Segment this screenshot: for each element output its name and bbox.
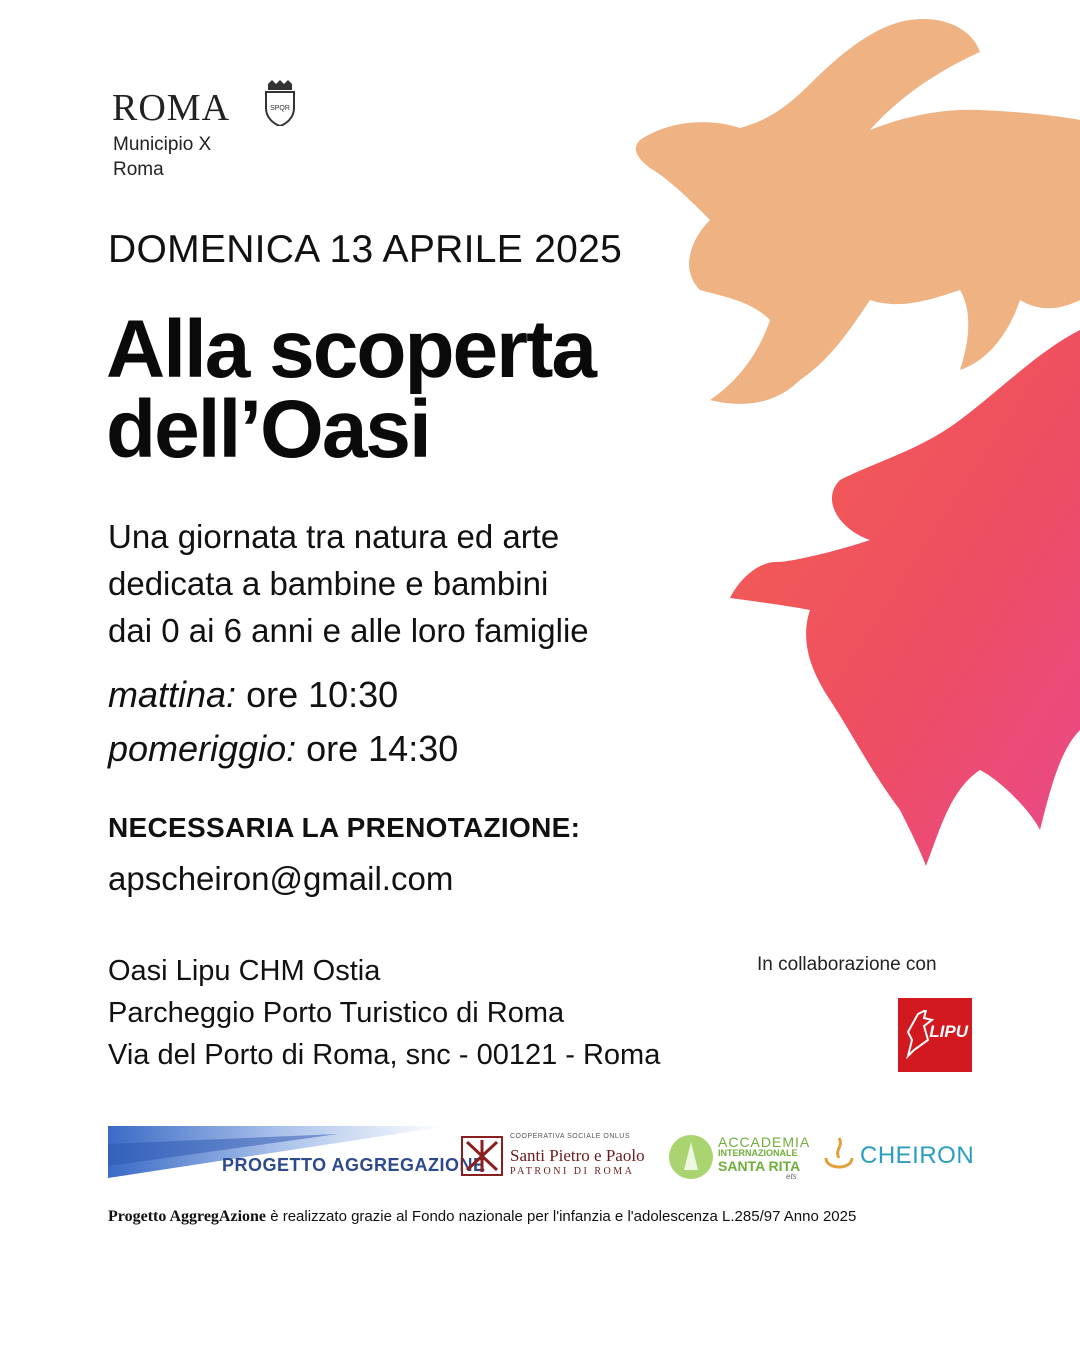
municipio-label — [113, 132, 211, 182]
roma-wordmark: ROMA — [112, 87, 231, 129]
footnote-text: è realizzato grazie al Fondo nazionale per l'infanzia e l'adolescenza L.285/97 Anno 2025 — [266, 1208, 857, 1225]
location-line-3: Via del Porto di Roma, snc - 00121 - Roma — [108, 1039, 661, 1071]
red-bird-illustration — [700, 310, 1080, 870]
aggregazione-text: PROGETTO AGGREGAZIONE — [222, 1155, 486, 1175]
funding-footnote — [108, 1208, 856, 1226]
accademia-ets: ets — [786, 1172, 797, 1181]
afternoon-time: ore 14:30 — [306, 728, 459, 769]
spp-name: Santi Pietro e Paolo — [510, 1146, 645, 1165]
cheiron-text: CHEIRON — [860, 1142, 975, 1169]
crest-text: SPQR — [270, 105, 290, 112]
municipio-name: Municipio X — [113, 134, 212, 155]
desc-line-2: dedicata a bambine e bambini — [108, 565, 549, 602]
spp-tagline: PATRONI DI ROMA — [510, 1166, 635, 1177]
event-location — [108, 950, 660, 1076]
title-line-2: dell’Oasi — [106, 384, 430, 475]
accademia-line-1: ACCADEMIA — [718, 1134, 811, 1150]
desc-line-1: Una giornata tra natura ed arte — [108, 518, 560, 555]
accademia-line-3: SANTA RITA — [718, 1158, 801, 1174]
booking-email-link[interactable]: apscheiron@gmail.com — [108, 860, 454, 897]
city-name: Roma — [113, 159, 164, 180]
spqr-crest-icon — [262, 80, 298, 126]
accademia-line-2: INTERNAZIONALE — [718, 1148, 798, 1158]
afternoon-label: pomeriggio: — [108, 728, 297, 769]
lipu-logo — [898, 998, 972, 1072]
title-line-1: Alla scoperta — [106, 304, 595, 395]
location-line-2: Parcheggio Porto Turistico di Roma — [108, 997, 565, 1029]
cheiron-flame-icon — [822, 1136, 856, 1176]
event-title — [106, 304, 595, 475]
afternoon-time-row — [108, 728, 458, 770]
footnote-project: Progetto AggregAzione — [108, 1208, 267, 1225]
event-date: DOMENICA 13 APRILE 2025 — [108, 228, 623, 271]
booking-label: NECESSARIA LA PRENOTAZIONE: — [108, 812, 581, 843]
location-line-1: Oasi Lipu CHM Ostia — [108, 955, 381, 987]
santi-pietro-paolo-mark-icon — [461, 1136, 503, 1176]
accademia-santa-rita-mark-icon — [668, 1134, 714, 1180]
morning-label: mattina: — [108, 674, 237, 715]
morning-time-row — [108, 674, 398, 716]
desc-line-3: dai 0 ai 6 anni e alle loro famiglie — [108, 612, 589, 649]
lipu-text: LIPU — [929, 1022, 968, 1041]
spp-subtitle-small: COOPERATIVA SOCIALE ONLUS — [510, 1133, 630, 1140]
event-description — [108, 513, 589, 654]
collaboration-label: In collaborazione con — [757, 954, 937, 975]
morning-time: ore 10:30 — [246, 674, 399, 715]
